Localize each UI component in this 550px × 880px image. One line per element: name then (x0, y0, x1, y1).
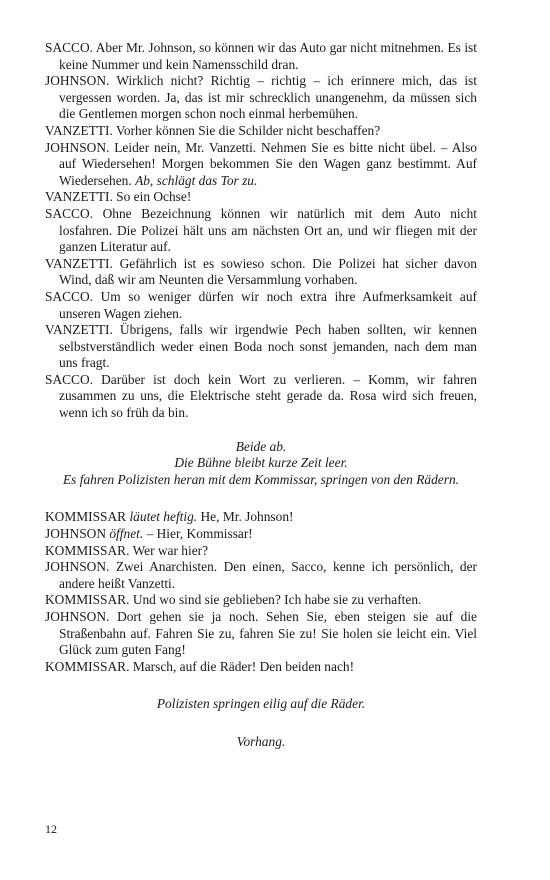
dialogue-line (45, 189, 477, 206)
speaker-name: KOMMISSAR. (45, 592, 130, 608)
dialogue-text: Dort gehen sie ja noch. Sehen Sie, eben steigen sie auf die Straßenbahn auf. Fahren Sie zu, fahren Sie zu! Sie holen sie leicht ein. Viel Glück zum guten Fang! (59, 609, 477, 658)
spacer (45, 713, 477, 734)
stage-direction-inline: öffnet. (106, 526, 144, 542)
dialogue-line (45, 609, 477, 659)
speaker-name: KOMMISSAR. (45, 658, 130, 674)
speaker-name: JOHNSON. (45, 559, 110, 575)
dialogue-line (45, 256, 477, 289)
page-body (45, 40, 477, 751)
stage-direction: Es fahren Polizisten heran mit dem Kommissar, springen von den Rädern. (63, 471, 459, 487)
spacer (45, 422, 477, 439)
dialogue-line (45, 40, 477, 73)
speaker-name: JOHNSON. (45, 139, 110, 155)
dialogue-text: Ohne Bezeichnung können wir natürlich mit dem Auto nicht losfahren. Die Polizei hält uns am nächsten Ort an, und wir fliegen mit der ganzen Literatur auf. (59, 205, 477, 255)
spacer (45, 488, 477, 509)
speaker-name: VANZETTI. (45, 322, 113, 338)
dialogue-text: Darüber ist doch kein Wort zu verlieren. – Komm, wir fahren zusammen zu uns, die Elektrische steht gerade da. Rosa wird sich freuen, wenn ich so früh da bin. (59, 371, 477, 421)
dialogue-line (45, 509, 477, 526)
dialogue-line (45, 289, 477, 322)
dialogue-text: Aber Mr. Johnson, so können wir das Auto gar nicht mitnehmen. Es ist keine Nummer und kein Namensschild dran. (59, 40, 477, 72)
curtain-direction: Vorhang. (236, 733, 286, 749)
dialogue-line (45, 372, 477, 422)
speaker-name: JOHNSON. (45, 73, 110, 89)
dialogue-line (45, 559, 477, 592)
stage-direction: Polizisten springen eilig auf die Räder. (156, 696, 366, 712)
dialogue-line (45, 206, 477, 256)
dialogue-text: Gefährlich ist es sowieso schon. Die Polizei hat sicher davon Wind, daß wir am Neunten die Versammlung vorhaben. (59, 255, 477, 288)
dialogue-text: Zwei Anarchisten. Den einen, Sacco, kenne ich persönlich, der andere heißt Vanzetti. (59, 559, 477, 591)
speaker-name: SACCO. (45, 288, 93, 304)
page-number: 12 (45, 822, 57, 836)
dialogue-line (45, 526, 477, 543)
speaker-name: SACCO. (45, 40, 93, 55)
dialogue-line (45, 140, 477, 190)
speaker-name: SACCO. (45, 205, 93, 221)
stage-direction-inline: Ab, schlägt das Tor zu. (135, 172, 258, 188)
dialogue-text: He, Mr. Johnson! (197, 509, 294, 525)
dialogue-text: Leider nein, Mr. Vanzetti. Nehmen Sie es bitte nicht übel. – Also auf Wiedersehen! Morgen bekommen Sie den Wagen ganz bestimmt. Auf Wiedersehen. (59, 139, 477, 188)
stage-direction-inline: läutet heftig. (126, 509, 198, 525)
dialogue-line (45, 123, 477, 140)
dialogue-text: Wirklich nicht? Richtig – richtig – ich erinnere mich, das ist vergessen worden. Ja, das ist mir schrecklich unangenehm, da müssen sich die Gentlemen morgen schon noch einmal herbemühen. (59, 73, 477, 122)
speaker-name: KOMMISSAR. (45, 542, 130, 558)
spacer (45, 675, 477, 696)
dialogue-line (45, 543, 477, 560)
dialogue-text: So ein Ochse! (112, 189, 192, 205)
stage-direction: Beide ab. (235, 438, 287, 454)
stage-direction: Die Bühne bleibt kurze Zeit leer. (174, 455, 348, 471)
dialogue-text: Übrigens, falls wir irgendwie Pech haben sollten, wir kennen selbstverständlich weder einen Boda noch sonst jemanden, nach dem man uns fragt. (59, 322, 477, 371)
speaker-name: KOMMISSAR (45, 509, 127, 525)
speaker-name: SACCO. (45, 371, 93, 387)
dialogue-text: Vorher können Sie die Schilder nicht beschaffen? (112, 122, 381, 138)
speaker-name: VANZETTI. (45, 189, 113, 205)
speaker-name: VANZETTI. (45, 255, 113, 271)
speaker-name: VANZETTI. (45, 122, 113, 138)
dialogue-text: Und wo sind sie geblieben? Ich habe sie zu verhaften. (129, 592, 422, 608)
speaker-name: JOHNSON (45, 526, 107, 542)
dialogue-line (45, 322, 477, 372)
dialogue-line (45, 73, 477, 123)
dialogue-text: Marsch, auf die Räder! Den beiden nach! (129, 658, 355, 674)
dialogue-text: Wer war hier? (129, 542, 209, 558)
dialogue-text: – Hier, Kommissar! (143, 526, 253, 542)
dialogue-text: Um so weniger dürfen wir noch extra ihre Aufmerksamkeit auf unseren Wagen ziehen. (59, 288, 477, 321)
dialogue-line (45, 659, 477, 676)
speaker-name: JOHNSON. (45, 609, 110, 624)
dialogue-line (45, 592, 477, 609)
